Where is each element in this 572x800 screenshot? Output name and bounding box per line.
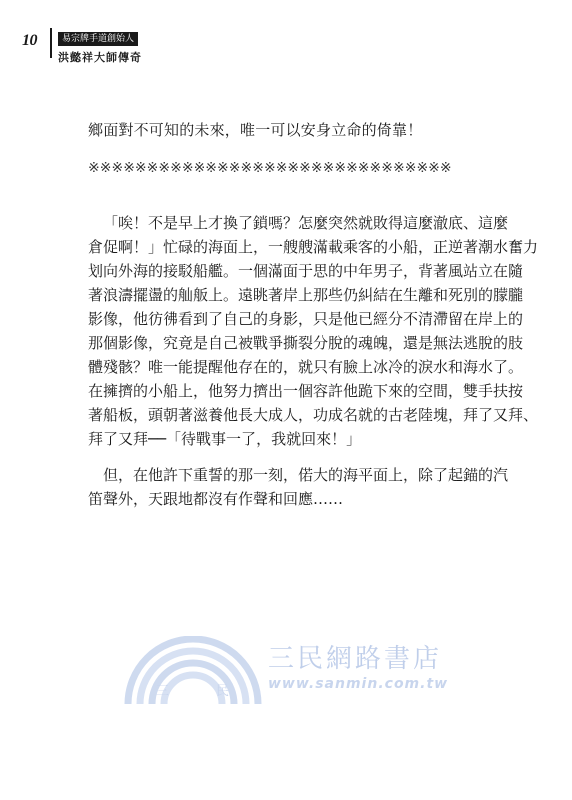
text-line: 倉促啊！」忙碌的海面上，一艘艘滿載乘客的小船，正逆著潮水奮力: [88, 238, 539, 256]
header-titles: [58, 26, 142, 65]
watermark-store-name: 三民網路書店: [268, 644, 443, 674]
text-line: 影像，他彷彿看到了自己的身影，只是他已經分不清滯留在岸上的: [88, 310, 524, 328]
series-tag: 易宗牌手道創始人: [58, 32, 138, 46]
paragraph-1: [88, 211, 539, 451]
opening-text: [88, 118, 496, 142]
header-divider: [50, 28, 52, 58]
sanmin-watermark: [118, 636, 458, 706]
text-line: 划向外海的接駁船艦。一個滿面于思的中年男子，背著風站立在隨: [88, 262, 524, 280]
text-line: 體殘骸？唯一能提醒他存在的，就只有臉上冰冷的淚水和海水了。: [88, 358, 524, 376]
text-line: 那個影像，究竟是自己被戰爭撕裂分脫的魂魄，還是無法逃脫的肢: [88, 334, 524, 352]
book-title: 洪懿祥大師傳奇: [58, 51, 142, 64]
text-line: 但，在他許下重誓的那一刻，偌大的海平面上，除了起錨的汽: [88, 466, 509, 484]
section-separator: ※※※※※※※※※※※※※※※※※※※※※※※※※※※※※※※: [88, 160, 452, 176]
text-line: 「唉！不是早上才換了鎖嗎？怎麼突然就敗得這麼澈底、這麼: [103, 214, 509, 232]
rainbow-arcs-logo: [118, 636, 268, 706]
paragraph-2: [88, 463, 508, 511]
watermark-char-left: 三: [156, 684, 170, 699]
watermark-url: www.sanmin.com.tw: [268, 676, 449, 692]
text-line: 笛聲外，天跟地都沒有作聲和回應……: [88, 490, 344, 508]
watermark-char-right: 民: [216, 684, 230, 699]
page-number: 10: [22, 32, 37, 49]
text-line: 著浪濤擺盪的舢舨上。遠眺著岸上那些仍糾結在生離和死別的朦朧: [88, 286, 524, 304]
text-line: 著船板，頭朝著滋養他長大成人，功成名就的古老陸塊，拜了又拜、: [88, 406, 539, 424]
text-line: 在擁擠的小船上，他努力擠出一個容許他跪下來的空間，雙手扶按: [88, 382, 524, 400]
text-line: 拜了又拜──「待戰事一了，我就回來！」: [88, 430, 362, 448]
opening-line: 鄉面對不可知的未來，唯一可以安身立命的倚靠！: [88, 121, 423, 139]
